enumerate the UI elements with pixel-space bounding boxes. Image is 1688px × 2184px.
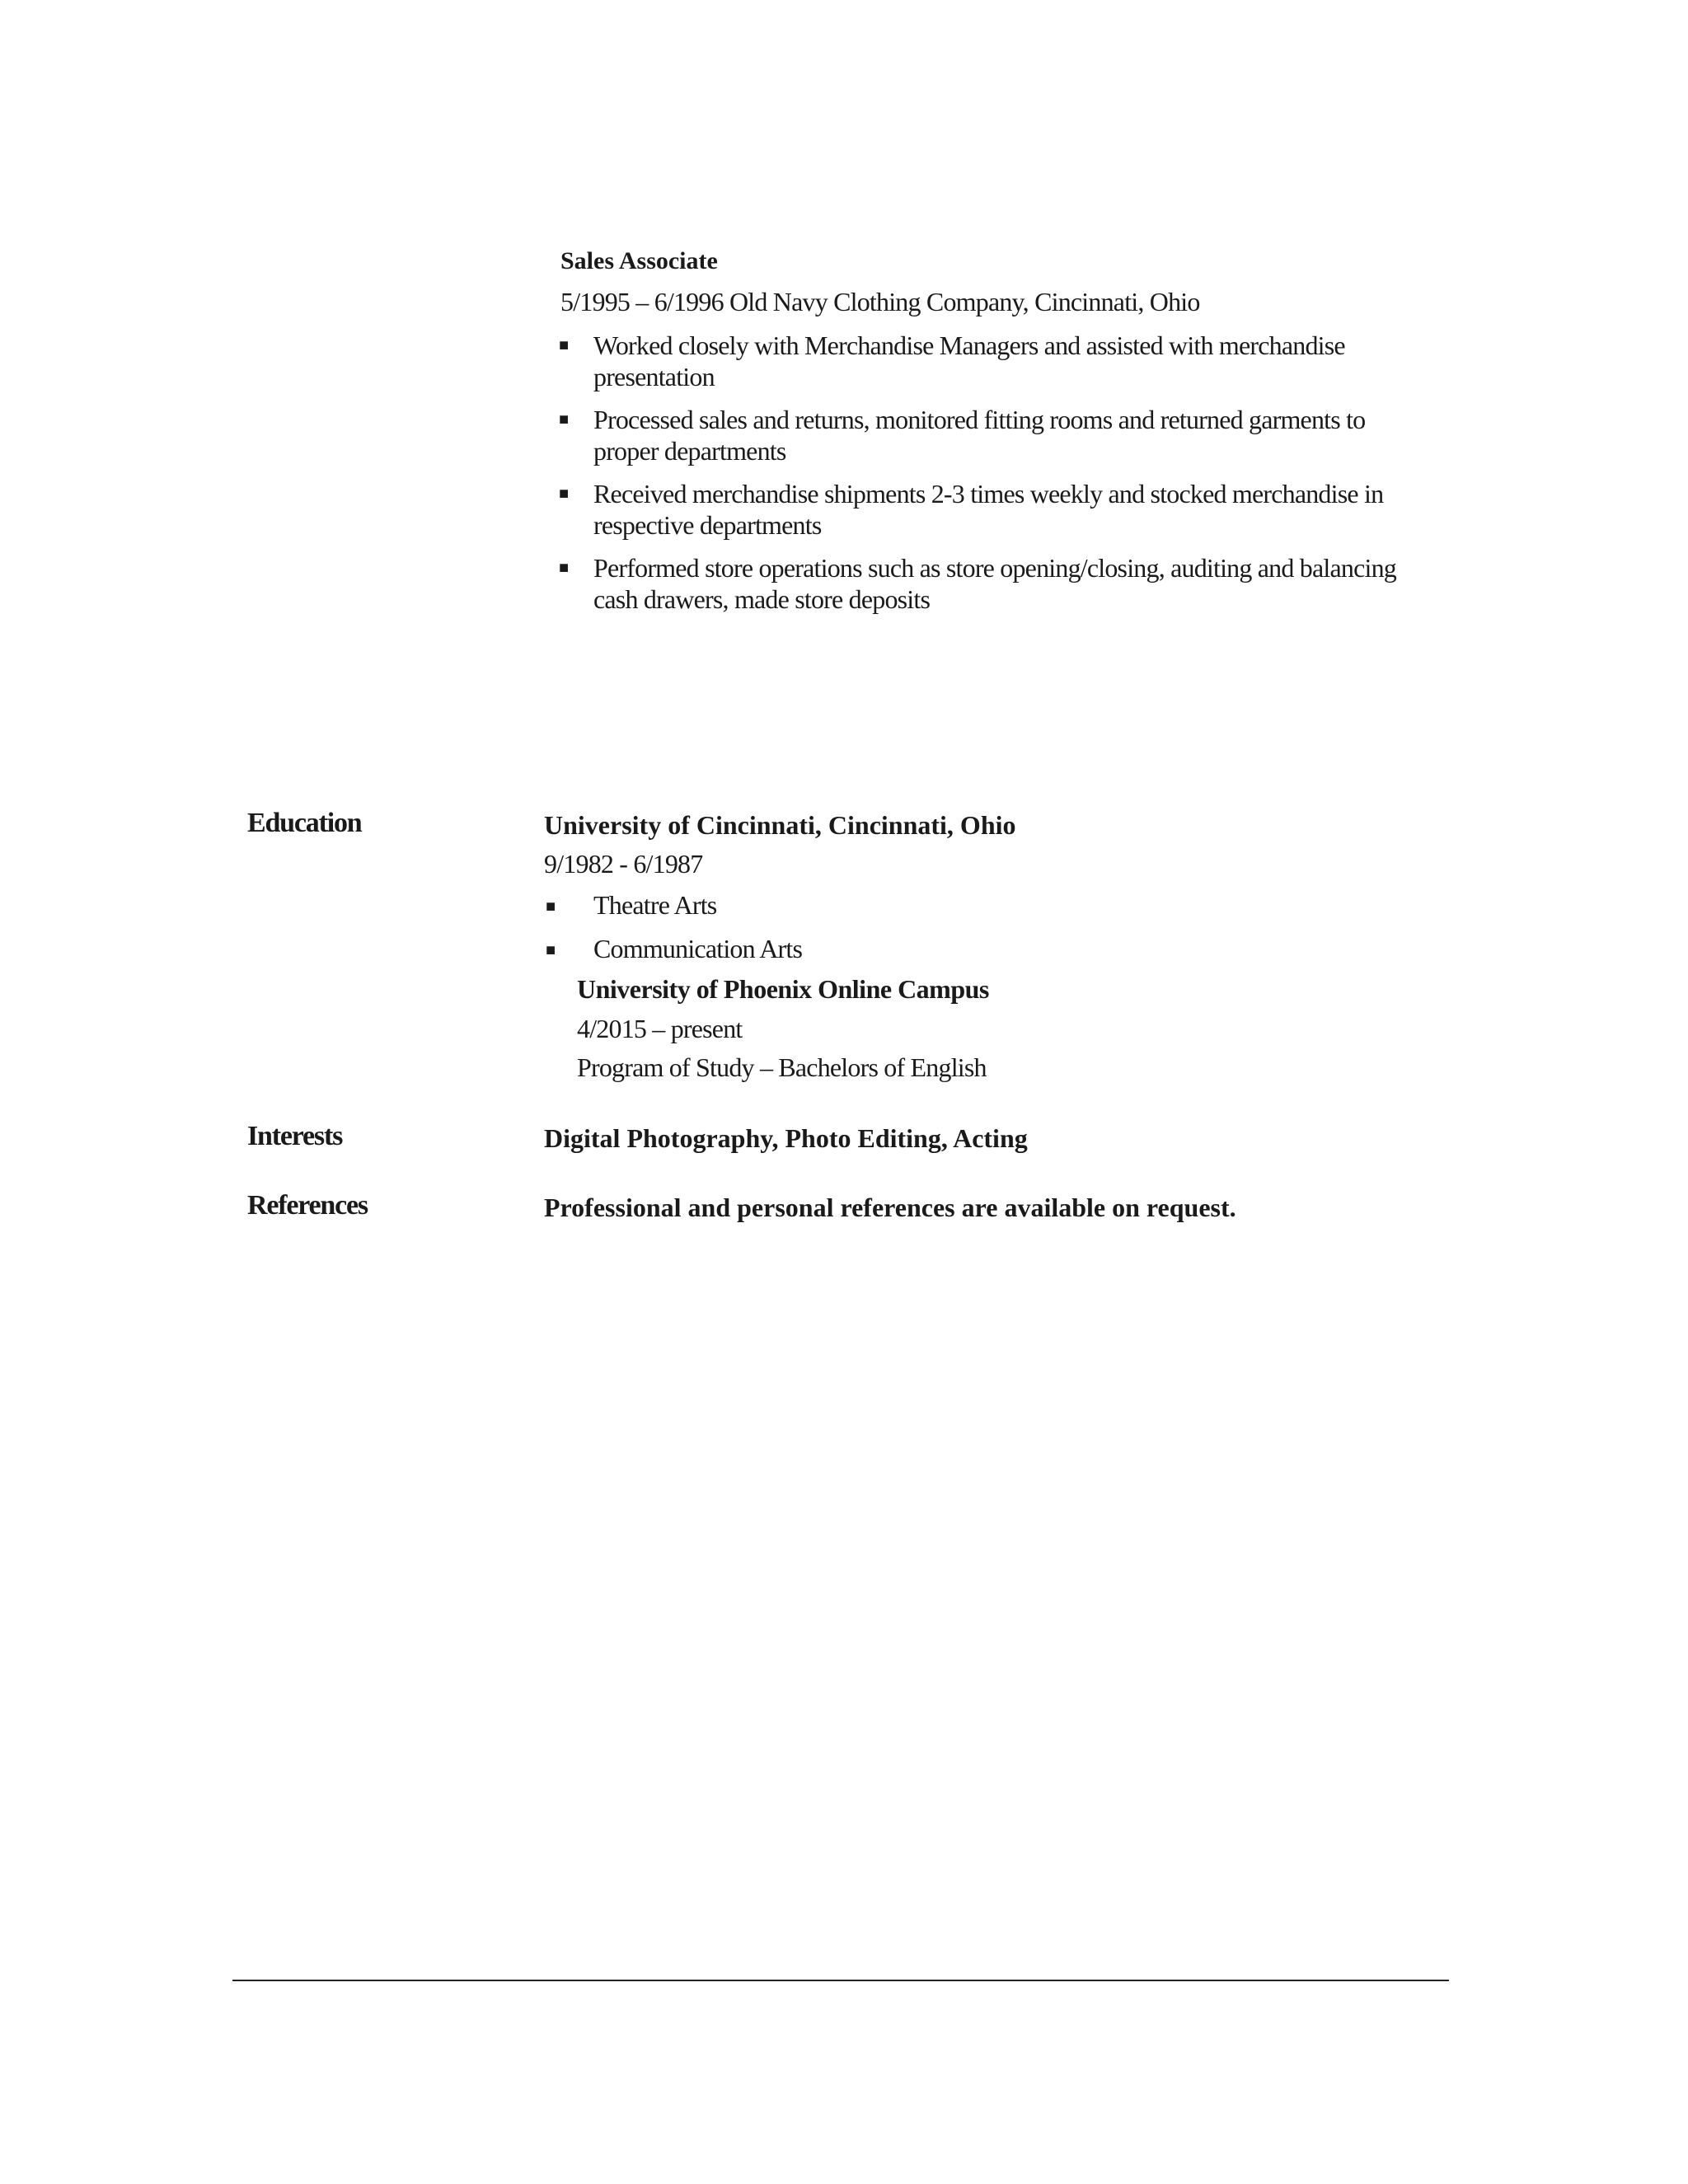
education-item xyxy=(546,934,802,964)
education-item-text: Theatre Arts xyxy=(593,890,717,920)
bullet-icon: ■ xyxy=(559,559,569,577)
references-value: Professional and personal references are available on request. xyxy=(544,1193,1236,1222)
school1-name: University of Cincinnati, Cincinnati, Ohio xyxy=(544,810,1016,840)
bullet-icon: ■ xyxy=(559,410,569,429)
bullet-icon: ■ xyxy=(559,485,569,503)
job-title: Sales Associate xyxy=(560,247,718,274)
job-bullet xyxy=(559,404,1432,466)
interests-label: Interests xyxy=(247,1121,343,1151)
education-item xyxy=(546,890,716,921)
job-bullet xyxy=(559,552,1432,615)
job-bullet-text: Processed sales and returns, monitored fitting rooms and returned garments to proper departments xyxy=(593,405,1366,466)
job-bullet xyxy=(559,330,1432,392)
references-label: References xyxy=(247,1190,368,1221)
school2-program: Program of Study – Bachelors of English xyxy=(577,1052,987,1082)
school2-dates: 4/2015 – present xyxy=(577,1014,743,1043)
interests-value: Digital Photography, Photo Editing, Acting xyxy=(544,1123,1028,1153)
school1-dates: 9/1982 - 6/1987 xyxy=(544,849,703,879)
education-item-text: Communication Arts xyxy=(593,934,803,963)
job-bullet-text: Received merchandise shipments 2-3 times weekly and stocked merchandise in respective departments xyxy=(593,479,1384,540)
footer-divider xyxy=(232,1980,1449,1981)
school2-name: University of Phoenix Online Campus xyxy=(577,974,989,1004)
job-dates-company: 5/1995 – 6/1996 Old Navy Clothing Company, Cincinnati, Ohio xyxy=(560,287,1200,316)
job-bullet xyxy=(559,478,1432,541)
education-label: Education xyxy=(247,808,362,838)
bullet-icon: ■ xyxy=(546,898,556,916)
bullet-icon: ■ xyxy=(559,336,569,354)
bullet-icon: ■ xyxy=(546,941,556,959)
job-bullet-text: Worked closely with Merchandise Managers and assisted with merchandise presentation xyxy=(593,330,1345,391)
job-bullet-text: Performed store operations such as store opening/closing, auditing and balancing cash drawers, made store deposits xyxy=(593,553,1396,614)
